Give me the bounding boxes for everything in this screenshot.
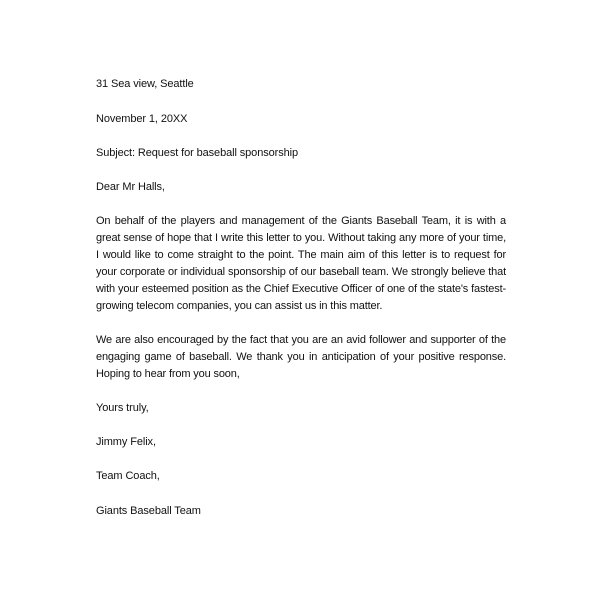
body-paragraph-1: On behalf of the players and management of the Giants Baseball Team, it is with a great sense of hope that I write this letter to you. Without taking any more of your time, I would like to come straight to the point. The main aim of this letter is to request for your corporate or individual sponsorship of our baseball team. We strongly believe that with your esteemed position as the Chief Executive Officer of one of the state's fastest-growing telecom companies, you can assist us in this matter. xyxy=(96,215,506,312)
closing: Yours truly, xyxy=(96,402,149,414)
letter-subject: Subject: Request for baseball sponsorship xyxy=(96,147,298,159)
salutation: Dear Mr Halls, xyxy=(96,181,165,193)
sender-address: 31 Sea view, Seattle xyxy=(96,78,194,90)
signer-name: Jimmy Felix, xyxy=(96,436,156,448)
letter-date: November 1, 20XX xyxy=(96,113,188,125)
signer-title: Team Coach, xyxy=(96,470,160,482)
signer-organization: Giants Baseball Team xyxy=(96,505,201,517)
body-paragraph-2: We are also encouraged by the fact that you are an avid follower and supporter of the engaging game of baseball. We thank you in anticipation of your positive response. Hoping to hear from you soon, xyxy=(96,334,506,380)
